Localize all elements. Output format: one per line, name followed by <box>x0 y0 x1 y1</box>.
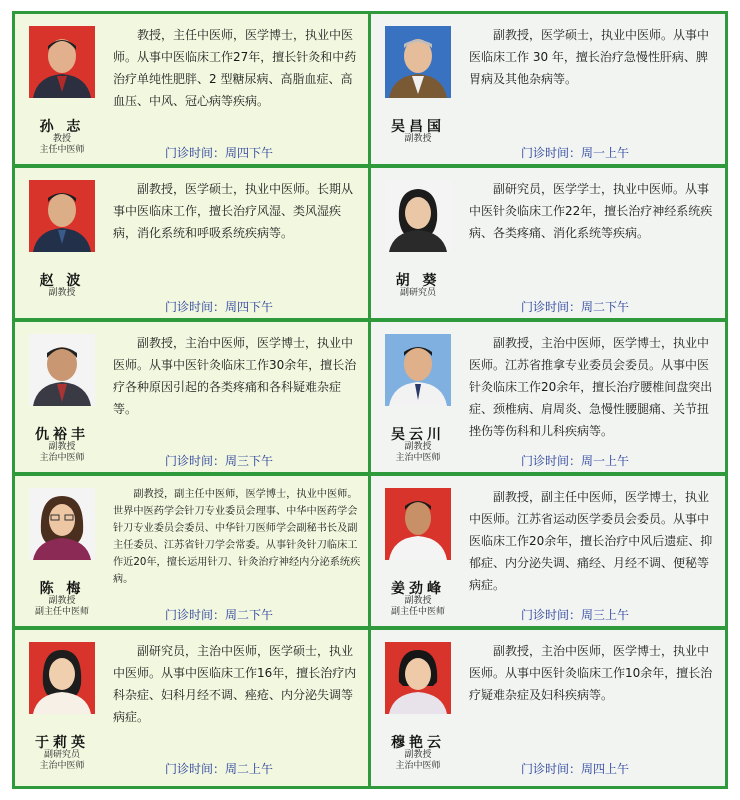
doctor-card <box>371 630 725 786</box>
doctor-description: 副研究员，医学学士，执业中医师。从事中医针灸临床工作22年，擅长治疗神经系统疾病、各类疼痛、消化系统等疾病。 <box>469 182 713 240</box>
doctor-title: 副教授 <box>404 750 432 760</box>
doctor-title: 副研究员 <box>399 288 436 298</box>
doctor-card <box>15 476 368 626</box>
doctor-board <box>12 11 728 789</box>
doctor-name: 胡 葵 <box>395 273 441 289</box>
doctor-card <box>371 476 725 626</box>
doctor-photo <box>385 488 451 560</box>
doctor-name: 陈 梅 <box>39 581 85 597</box>
doctor-title: 教授 <box>52 134 71 144</box>
doctor-title-secondary: 主治中医师 <box>39 761 85 771</box>
doctor-title: 副教授 <box>404 442 432 452</box>
doctor-description: 副教授，副主任中医师，医学博士，执业中医师。世界中医药学会针刀专业委员会理事、中华中医药学会针刀专业委员会委员、中华针刀医师学会副秘书长及副主任委员、江苏省针刀学会常委。从事针灸针刀临床工作近20年，擅长运用针刀、针灸治疗神经内分泌系统疾病。 <box>113 489 361 585</box>
doctor-name: 姜劲峰 <box>391 581 445 597</box>
doctor-description: 教授，主任中医师，医学博士，执业中医师。从事中医临床工作27年，擅长针灸和中药治疗单纯性肥胖、2 型糖尿病、高脂血症、高血压、中风、冠心病等疾病。 <box>113 28 357 108</box>
doctor-title: 副教授 <box>48 442 76 452</box>
clinic-hours: 门诊时间：周一上午 <box>521 454 630 468</box>
doctor-title: 副教授 <box>404 134 432 144</box>
doctor-title-secondary: 主治中医师 <box>39 453 85 463</box>
doctor-card <box>371 168 725 318</box>
doctor-title: 副教授 <box>48 288 76 298</box>
doctor-description: 副教授，主治中医师，医学博士，执业中医师。从事中医针灸临床工作30余年，擅长治疗各种原因引起的各类疼痛和各科疑难杂症等。 <box>113 336 357 416</box>
doctor-photo <box>385 642 451 714</box>
doctor-card <box>15 630 368 786</box>
doctor-name: 吴云川 <box>391 427 445 443</box>
doctor-name: 孙 志 <box>39 119 85 135</box>
doctor-title: 副教授 <box>48 596 76 606</box>
doctor-title: 副研究员 <box>43 750 80 760</box>
doctor-photo <box>29 334 95 406</box>
doctor-card <box>15 14 368 164</box>
clinic-hours: 门诊时间：周三下午 <box>165 454 274 468</box>
clinic-hours: 门诊时间：周三上午 <box>521 608 630 622</box>
doctor-card <box>15 322 368 472</box>
doctor-photo <box>29 642 95 714</box>
doctor-name: 仇裕丰 <box>35 427 89 443</box>
doctor-title: 副教授 <box>404 596 432 606</box>
doctor-description: 副教授，主治中医师，医学博士，执业中医师。江苏省推拿专业委员会委员。从事中医针灸临床工作20余年，擅长治疗腰椎间盘突出症、颈椎病、肩周炎、急慢性腰腿痛、关节扭挫伤等伤科和儿科疾病等。 <box>469 336 713 438</box>
doctor-photo <box>29 488 95 560</box>
clinic-hours: 门诊时间：周二下午 <box>165 608 274 622</box>
clinic-hours: 门诊时间：周二上午 <box>165 762 274 776</box>
doctor-card <box>15 168 368 318</box>
doctor-photo <box>29 180 95 252</box>
doctor-description: 副教授，主治中医师，医学博士，执业中医师。从事中医针灸临床工作10余年，擅长治疗疑难杂症及妇科疾病等。 <box>469 644 713 702</box>
clinic-hours: 门诊时间：周二下午 <box>521 300 630 314</box>
doctor-title-secondary: 主治中医师 <box>395 453 441 463</box>
doctor-card <box>371 322 725 472</box>
doctor-description: 副研究员，主治中医师，医学硕士，执业中医师。从事中医临床工作16年，擅长治疗内科杂症、妇科月经不调、痤疮、内分泌失调等病症。 <box>113 644 357 724</box>
doctor-card <box>371 14 725 164</box>
doctor-photo <box>385 180 451 252</box>
doctor-name: 赵 波 <box>39 273 85 289</box>
doctor-title-secondary: 主任中医师 <box>39 145 85 155</box>
doctor-title-secondary: 副主任中医师 <box>34 607 89 617</box>
clinic-hours: 门诊时间：周一上午 <box>521 146 630 160</box>
doctor-name: 吴昌国 <box>391 119 445 135</box>
doctor-photo <box>385 334 451 406</box>
clinic-hours: 门诊时间：周四下午 <box>165 146 274 160</box>
doctor-photo <box>385 26 451 98</box>
clinic-hours: 门诊时间：周四下午 <box>165 300 274 314</box>
doctor-description: 副教授，副主任中医师，医学博士，执业中医师。江苏省运动医学委员会委员。从事中医临床工作20余年，擅长治疗中风后遗症、抑郁症、内分泌失调、痛经、月经不调、便秘等病症。 <box>469 490 713 592</box>
doctor-description: 副教授，医学硕士，执业中医师。长期从事中医临床工作，擅长治疗风湿、类风湿疾病，消化系统和呼吸系统疾病等。 <box>113 182 354 240</box>
doctor-title-secondary: 主治中医师 <box>395 761 441 771</box>
doctor-name: 穆艳云 <box>391 735 445 751</box>
doctor-name: 于莉英 <box>35 735 89 751</box>
doctor-photo <box>29 26 95 98</box>
clinic-hours: 门诊时间：周四上午 <box>521 762 630 776</box>
doctor-description: 副教授，医学硕士，执业中医师。从事中医临床工作 30 年，擅长治疗急慢性肝病、脾胃病及其他杂病等。 <box>469 28 710 86</box>
doctor-title-secondary: 副主任中医师 <box>390 607 445 617</box>
